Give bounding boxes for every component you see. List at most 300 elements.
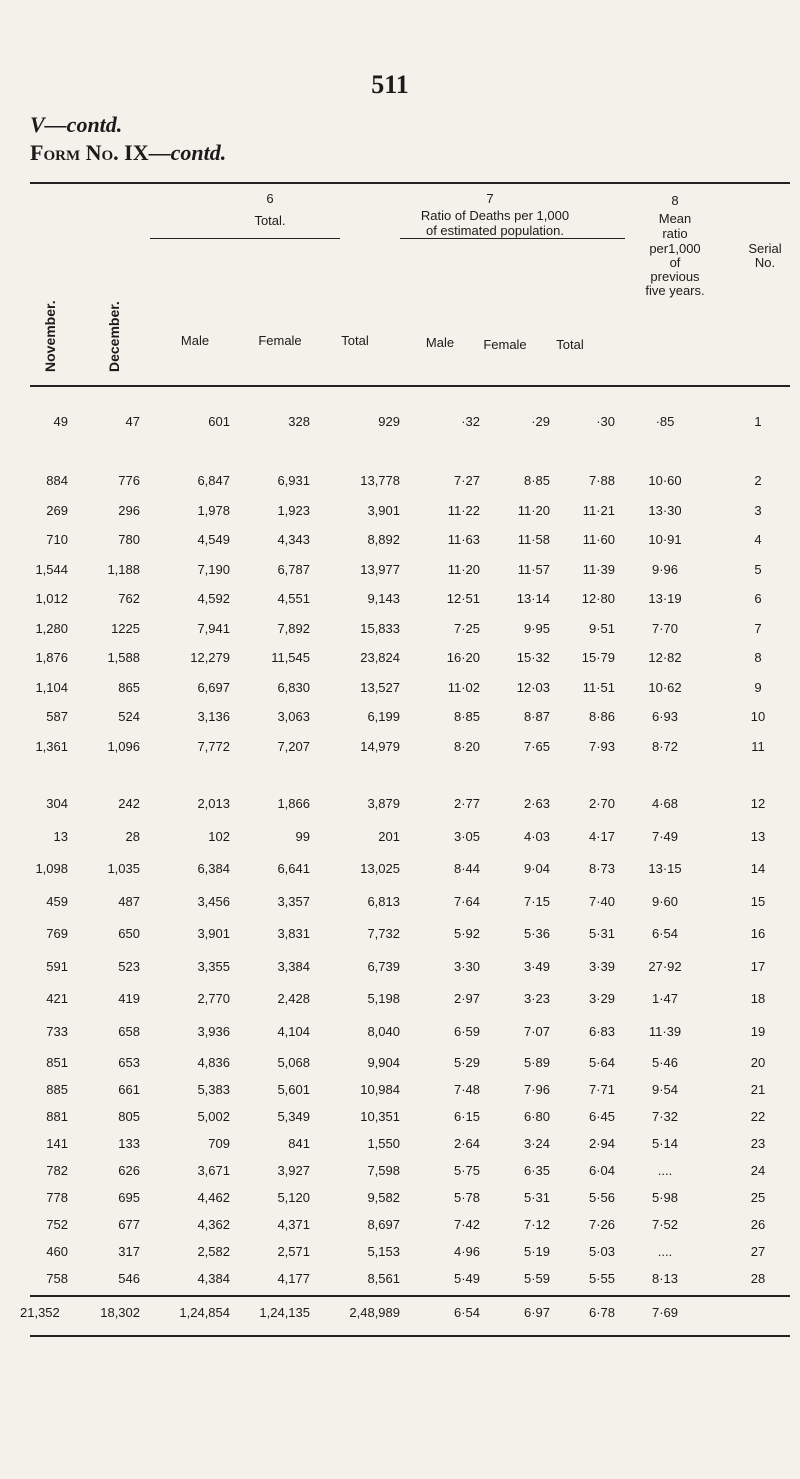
cell-female: 11,545 — [271, 650, 310, 665]
cell-ratio-total: 11·60 — [582, 532, 615, 547]
cell-december: 653 — [118, 1055, 140, 1070]
ratio-female-header: Female — [483, 337, 527, 352]
cell-ratio-female: ·29 — [531, 414, 550, 429]
cell-ratio-male: 12·51 — [446, 591, 480, 606]
cell-ratio-male: 5·75 — [453, 1163, 480, 1178]
cell-female: 3,831 — [277, 926, 310, 941]
total-header: Total — [341, 333, 369, 348]
table-row — [0, 861, 800, 881]
cell-female: 4,343 — [277, 532, 310, 547]
cell-female: 6,787 — [277, 561, 310, 577]
table-row — [0, 1244, 800, 1264]
cell-december: 317 — [118, 1244, 140, 1259]
cell-november: 778 — [46, 1190, 68, 1205]
table-row — [0, 1163, 800, 1183]
table-row — [0, 926, 800, 946]
cell-december: 524 — [118, 709, 140, 724]
total-ratio-total: 6·78 — [588, 1305, 615, 1320]
table-row — [0, 796, 800, 816]
cell-november: 1,544 — [35, 561, 68, 577]
cell-total: 10,351 — [360, 1109, 400, 1124]
female-header: Female — [258, 333, 302, 348]
cell-ratio-male: 3·30 — [453, 958, 480, 974]
cell-ratio-total: 8·86 — [588, 709, 615, 724]
cell-serial: 26 — [750, 1217, 766, 1232]
cell-ratio-male: 11·63 — [447, 532, 480, 547]
table-row — [0, 709, 800, 729]
cell-ratio-total: 7·40 — [588, 893, 615, 909]
december-header: December. — [106, 301, 122, 372]
cell-december: 1,096 — [107, 738, 140, 754]
cell-ratio-male: 3·05 — [453, 828, 480, 844]
cell-ratio-female: 2·63 — [523, 796, 550, 811]
cell-total: 13,977 — [360, 561, 400, 577]
table-row — [0, 414, 800, 434]
cell-ratio-female: 9·04 — [523, 861, 550, 876]
cell-female: 1,866 — [277, 796, 310, 811]
cell-serial: 10 — [750, 709, 766, 724]
cell-total: 13,025 — [360, 861, 400, 876]
cell-december: 523 — [118, 958, 140, 974]
cell-ratio-female: 5·19 — [523, 1244, 550, 1259]
cell-mean-ratio: 13·15 — [648, 861, 682, 876]
cell-ratio-male: 4·96 — [453, 1244, 480, 1259]
cell-male: 4,384 — [197, 1271, 230, 1286]
cell-december: 805 — [118, 1109, 140, 1124]
cell-male: 4,592 — [197, 591, 230, 606]
cell-serial: 9 — [754, 679, 762, 695]
cell-ratio-female: 6·35 — [523, 1163, 550, 1178]
cell-ratio-total: 11·39 — [582, 561, 615, 577]
cell-ratio-total: 6·45 — [588, 1109, 615, 1124]
serial-title-1: Serial — [748, 241, 782, 256]
cell-ratio-male: 11·22 — [447, 502, 480, 518]
cell-female: 5,120 — [277, 1190, 310, 1205]
cell-november: 421 — [46, 991, 68, 1006]
total-mean-ratio: 7·69 — [651, 1305, 679, 1320]
total-ratio-female: 6·97 — [523, 1305, 550, 1320]
cell-female: 7,207 — [277, 738, 310, 754]
cell-ratio-male: ·32 — [461, 414, 480, 429]
cell-ratio-total: 5·03 — [588, 1244, 615, 1259]
cell-december: 1,188 — [107, 561, 140, 577]
total-december: 18,302 — [100, 1305, 140, 1320]
cell-november: 49 — [53, 414, 68, 429]
heading-contd: contd. — [170, 140, 227, 165]
table-row — [0, 991, 800, 1011]
table-row — [0, 532, 800, 552]
cell-mean-ratio: 8·13 — [651, 1271, 679, 1286]
cell-ratio-total: 7·71 — [588, 1082, 615, 1097]
heading-line-1: V—contd. — [30, 112, 123, 137]
col7-title-1: Ratio of Deaths per 1,000 — [420, 208, 570, 223]
heading-form-label: Form No. IX— — [30, 140, 171, 165]
cell-december: 695 — [118, 1190, 140, 1205]
cell-ratio-female: 7·12 — [523, 1217, 550, 1232]
cell-november: 1,280 — [35, 620, 68, 636]
page-heading — [30, 112, 226, 166]
cell-december: 546 — [118, 1271, 140, 1286]
cell-mean-ratio: .... — [657, 1163, 673, 1178]
cell-mean-ratio: 7·52 — [651, 1217, 679, 1232]
cell-total: 23,824 — [360, 650, 400, 665]
cell-ratio-female: 4·03 — [523, 828, 550, 844]
cell-december: 865 — [118, 679, 140, 695]
cell-november: 1,012 — [35, 591, 68, 606]
cell-mean-ratio: 5·14 — [651, 1136, 679, 1151]
cell-female: 3,927 — [277, 1163, 310, 1178]
cell-total: 7,732 — [367, 926, 400, 941]
cell-november: 1,098 — [35, 861, 68, 876]
cell-male: 5,383 — [197, 1082, 230, 1097]
cell-total: 8,697 — [367, 1217, 400, 1232]
table-row — [0, 1136, 800, 1156]
cell-mean-ratio: 7·49 — [651, 828, 679, 844]
cell-male: 1,978 — [197, 502, 230, 518]
cell-ratio-male: 5·29 — [453, 1055, 480, 1070]
col7-number: 7 — [486, 191, 494, 206]
page-number: 511 — [371, 70, 409, 99]
cell-female: 4,371 — [277, 1217, 310, 1232]
cell-ratio-male: 6·15 — [453, 1109, 480, 1124]
cell-mean-ratio: 9·54 — [651, 1082, 679, 1097]
cell-december: 487 — [118, 893, 140, 909]
cell-serial: 6 — [754, 591, 762, 606]
cell-mean-ratio: .... — [657, 1244, 673, 1259]
cell-ratio-male: 7·42 — [453, 1217, 480, 1232]
cell-ratio-total: ·30 — [596, 414, 615, 429]
cell-male: 2,770 — [197, 991, 230, 1006]
cell-mean-ratio: 7·32 — [651, 1109, 679, 1124]
cell-serial: 19 — [750, 1023, 766, 1039]
cell-ratio-female: 15·32 — [516, 650, 550, 665]
col8-title-1: Mean — [658, 211, 692, 226]
table-row — [0, 562, 800, 582]
cell-total: 13,778 — [360, 473, 400, 488]
total-ratio-male: 6·54 — [453, 1305, 480, 1320]
cell-ratio-female: 5·89 — [523, 1055, 550, 1070]
cell-serial: 20 — [750, 1055, 766, 1070]
cell-mean-ratio: 6·54 — [651, 926, 679, 941]
table-row — [0, 1217, 800, 1237]
cell-total: 5,198 — [367, 991, 400, 1006]
cell-ratio-male: 7·27 — [453, 473, 480, 488]
cell-ratio-female: 3·49 — [523, 958, 550, 974]
cell-total: 201 — [378, 828, 400, 844]
cell-ratio-female: 7·15 — [523, 893, 550, 909]
cell-total: 6,813 — [367, 893, 400, 909]
cell-female: 3,357 — [277, 893, 310, 909]
col7-title-2: of estimated population. — [425, 223, 565, 238]
cell-november: 782 — [46, 1163, 68, 1178]
cell-november: 1,876 — [35, 650, 68, 665]
cell-male: 4,549 — [197, 532, 230, 547]
cell-male: 601 — [208, 414, 230, 429]
cell-female: 7,892 — [277, 620, 310, 636]
cell-mean-ratio: 9·60 — [651, 893, 679, 909]
col8-title-4: of — [669, 255, 681, 270]
cell-ratio-total: 11·51 — [582, 679, 615, 695]
cell-total: 8,561 — [367, 1271, 400, 1286]
table-row — [0, 829, 800, 849]
cell-ratio-total: 8·73 — [588, 861, 615, 876]
cell-mean-ratio: 12·82 — [648, 650, 682, 665]
col6-title: Total. — [254, 213, 286, 228]
cell-ratio-female: 5·59 — [523, 1271, 550, 1286]
table-row — [0, 1055, 800, 1075]
cell-december: 1,035 — [107, 861, 140, 876]
cell-november: 460 — [46, 1244, 68, 1259]
cell-mean-ratio: ·85 — [655, 414, 675, 429]
cell-ratio-female: 7·65 — [523, 738, 550, 754]
table-row — [0, 894, 800, 914]
cell-november: 13 — [53, 828, 68, 844]
cell-total: 3,879 — [367, 796, 400, 811]
cell-serial: 28 — [750, 1271, 766, 1286]
cell-serial: 24 — [750, 1163, 766, 1178]
cell-male: 3,901 — [197, 926, 230, 941]
cell-female: 5,349 — [277, 1109, 310, 1124]
cell-total: 5,153 — [367, 1244, 400, 1259]
header-bottom-rule — [30, 385, 790, 387]
total-male: 1,24,854 — [179, 1305, 230, 1320]
cell-november: 304 — [46, 796, 68, 811]
cell-female: 841 — [288, 1136, 310, 1151]
cell-mean-ratio: 10·91 — [648, 532, 682, 547]
cell-female: 5,068 — [277, 1055, 310, 1070]
cell-ratio-female: 7·96 — [523, 1082, 550, 1097]
cell-ratio-female: 3·24 — [523, 1136, 550, 1151]
total-group-rule — [150, 238, 340, 239]
cell-ratio-female: 13·14 — [516, 591, 550, 606]
cell-mean-ratio: 10·62 — [648, 679, 682, 695]
cell-ratio-total: 6·83 — [588, 1023, 615, 1039]
total-november: 21,352 — [20, 1305, 60, 1320]
cell-mean-ratio: 13·30 — [648, 502, 682, 518]
cell-ratio-female: 9·95 — [523, 620, 550, 636]
cell-december: 677 — [118, 1217, 140, 1232]
table-row — [0, 650, 800, 670]
cell-female: 4,551 — [277, 591, 310, 606]
cell-december: 626 — [118, 1163, 140, 1178]
cell-female: 6,641 — [277, 861, 310, 876]
cell-ratio-total: 6·04 — [588, 1163, 615, 1178]
cell-ratio-total: 5·55 — [588, 1271, 615, 1286]
cell-male: 4,836 — [197, 1055, 230, 1070]
cell-mean-ratio: 9·96 — [651, 561, 679, 577]
cell-ratio-male: 7·64 — [453, 893, 480, 909]
cell-serial: 4 — [754, 532, 762, 547]
cell-male: 4,362 — [197, 1217, 230, 1232]
cell-serial: 25 — [750, 1190, 766, 1205]
cell-december: 650 — [118, 926, 140, 941]
cell-mean-ratio: 7·70 — [651, 620, 679, 636]
cell-december: 296 — [118, 502, 140, 518]
table-row — [0, 739, 800, 759]
cell-serial: 13 — [750, 828, 766, 844]
cell-november: 733 — [46, 1023, 68, 1039]
cell-male: 7,941 — [197, 620, 230, 636]
cell-serial: 14 — [750, 861, 766, 876]
cell-ratio-female: 11·58 — [517, 532, 550, 547]
cell-november: 884 — [46, 473, 68, 488]
table-row — [0, 621, 800, 641]
cell-male: 4,462 — [197, 1190, 230, 1205]
total-female: 1,24,135 — [259, 1305, 310, 1320]
cell-male: 3,136 — [197, 709, 230, 724]
november-header: November. — [42, 300, 58, 372]
col8-title-6: five years. — [645, 283, 705, 298]
cell-total: 1,550 — [367, 1136, 400, 1151]
cell-mean-ratio: 1·47 — [651, 991, 679, 1006]
cell-ratio-male: 5·49 — [453, 1271, 480, 1286]
cell-serial: 8 — [754, 650, 762, 665]
cell-female: 5,601 — [277, 1082, 310, 1097]
cell-male: 2,013 — [197, 796, 230, 811]
cell-ratio-female: 5·31 — [523, 1190, 550, 1205]
cell-november: 1,104 — [35, 679, 68, 695]
cell-ratio-total: 4·17 — [588, 828, 615, 844]
cell-ratio-female: 8·87 — [523, 709, 550, 724]
cell-total: 15,833 — [360, 620, 400, 636]
cell-december: 780 — [118, 532, 140, 547]
cell-serial: 21 — [750, 1082, 766, 1097]
cell-ratio-male: 2·64 — [453, 1136, 480, 1151]
cell-mean-ratio: 4·68 — [651, 796, 679, 811]
bottom-rule — [30, 1335, 790, 1337]
table-row — [0, 1109, 800, 1129]
cell-male: 12,279 — [190, 650, 230, 665]
cell-total: 9,143 — [367, 591, 400, 606]
cell-female: 99 — [295, 828, 310, 844]
col6-number: 6 — [266, 191, 274, 206]
ratio-total-header: Total — [556, 337, 584, 352]
cell-male: 7,772 — [197, 738, 230, 754]
cell-total: 13,527 — [360, 679, 400, 695]
cell-november: 885 — [46, 1082, 68, 1097]
table-row — [0, 1082, 800, 1102]
cell-ratio-male: 8·85 — [453, 709, 480, 724]
cell-november: 1,361 — [35, 738, 68, 754]
ratio-male-header: Male — [425, 335, 455, 350]
cell-november: 710 — [46, 532, 68, 547]
cell-mean-ratio: 8·72 — [651, 738, 679, 754]
cell-ratio-total: 5·64 — [588, 1055, 615, 1070]
cell-male: 6,384 — [197, 861, 230, 876]
cell-ratio-total: 2·94 — [588, 1136, 615, 1151]
cell-ratio-total: 5·56 — [588, 1190, 615, 1205]
cell-serial: 16 — [750, 926, 766, 941]
cell-male: 2,582 — [197, 1244, 230, 1259]
cell-ratio-female: 6·80 — [523, 1109, 550, 1124]
cell-ratio-total: 3·29 — [588, 991, 615, 1006]
cell-serial: 3 — [754, 502, 762, 518]
cell-ratio-male: 5·78 — [453, 1190, 480, 1205]
cell-december: 661 — [118, 1082, 140, 1097]
cell-female: 6,830 — [277, 679, 310, 695]
cell-female: 4,104 — [277, 1023, 310, 1039]
cell-total: 9,582 — [367, 1190, 400, 1205]
cell-ratio-total: 11·21 — [582, 502, 615, 518]
cell-mean-ratio: 6·93 — [651, 709, 679, 724]
cell-total: 8,040 — [367, 1023, 400, 1039]
cell-november: 269 — [46, 502, 68, 518]
cell-total: 14,979 — [360, 738, 400, 754]
table-row — [0, 591, 800, 611]
cell-male: 6,847 — [197, 473, 230, 488]
cell-november: 752 — [46, 1217, 68, 1232]
cell-ratio-total: 7·88 — [588, 473, 615, 488]
cell-total: 10,984 — [360, 1082, 400, 1097]
cell-ratio-male: 7·25 — [453, 620, 480, 636]
cell-ratio-male: 8·44 — [453, 861, 480, 876]
cell-december: 1,588 — [107, 650, 140, 665]
cell-mean-ratio: 27·92 — [648, 958, 682, 974]
cell-female: 1,923 — [277, 502, 310, 518]
cell-december: 47 — [125, 414, 140, 429]
col8-title-2: ratio — [662, 226, 688, 241]
cell-mean-ratio: 5·46 — [651, 1055, 679, 1070]
cell-december: 28 — [125, 828, 140, 844]
totals-row — [0, 1305, 800, 1325]
cell-male: 3,936 — [197, 1023, 230, 1039]
cell-november: 758 — [46, 1271, 68, 1286]
cell-mean-ratio: 5·98 — [651, 1190, 679, 1205]
cell-female: 6,931 — [277, 473, 310, 488]
cell-serial: 22 — [750, 1109, 766, 1124]
table-row — [0, 503, 800, 523]
table-row — [0, 680, 800, 700]
cell-ratio-female: 11·57 — [517, 561, 550, 577]
cell-serial: 18 — [750, 991, 766, 1006]
cell-december: 133 — [118, 1136, 140, 1151]
cell-total: 6,199 — [367, 709, 400, 724]
cell-december: 776 — [118, 473, 140, 488]
cell-serial: 27 — [750, 1244, 766, 1259]
cell-total: 7,598 — [367, 1163, 400, 1178]
cell-ratio-total: 7·93 — [588, 738, 615, 754]
col8-title-3: per1,000 — [649, 241, 701, 256]
cell-november: 769 — [46, 926, 68, 941]
cell-ratio-male: 11·02 — [447, 679, 480, 695]
serial-title-2: No. — [754, 255, 776, 270]
cell-male: 7,190 — [197, 561, 230, 577]
cell-serial: 7 — [754, 620, 762, 636]
cell-female: 3,063 — [277, 709, 310, 724]
cell-ratio-total: 15·79 — [581, 650, 615, 665]
cell-total: 929 — [378, 414, 400, 429]
cell-november: 881 — [46, 1109, 68, 1124]
top-rule — [30, 182, 790, 184]
cell-ratio-female: 11·20 — [517, 502, 550, 518]
ratio-group-rule — [400, 238, 625, 239]
cell-male: 6,697 — [197, 679, 230, 695]
cell-mean-ratio: 13·19 — [648, 591, 682, 606]
cell-serial: 15 — [750, 893, 766, 909]
cell-total: 9,904 — [367, 1055, 400, 1070]
cell-total: 8,892 — [367, 532, 400, 547]
col8-number: 8 — [671, 193, 679, 208]
cell-male: 5,002 — [197, 1109, 230, 1124]
totals-top-rule — [30, 1295, 790, 1297]
cell-november: 459 — [46, 893, 68, 909]
table-row — [0, 1190, 800, 1210]
cell-serial: 12 — [750, 796, 766, 811]
cell-ratio-female: 3·23 — [523, 991, 550, 1006]
cell-male: 3,355 — [197, 958, 230, 974]
cell-male: 102 — [208, 828, 230, 844]
cell-ratio-male: 6·59 — [453, 1023, 480, 1039]
